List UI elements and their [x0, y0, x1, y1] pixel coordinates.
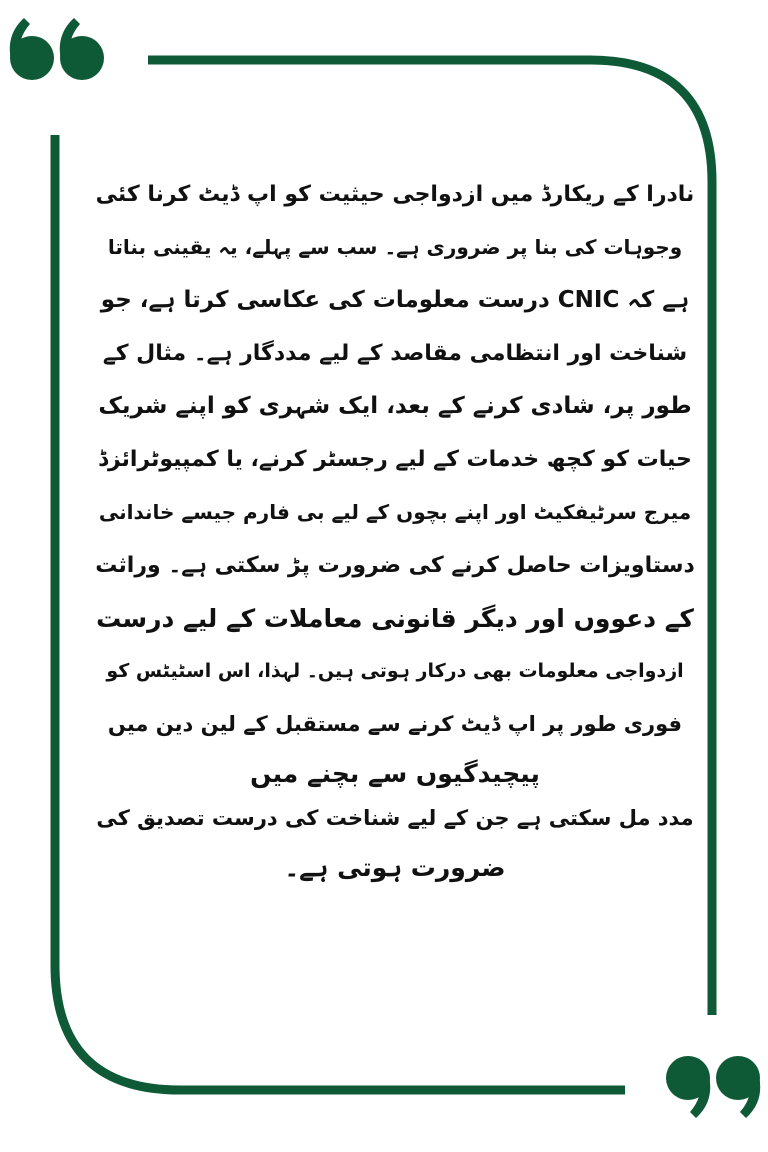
quote-line: کے دعووں اور دیگر قانونی معاملات کے لیے درست	[96, 604, 694, 633]
quote-line: میرج سرٹیفکیٹ اور اپنے بچوں کے لیے بی فارم جیسے خاندانی	[98, 500, 692, 524]
quote-line: شناخت اور انتظامی مقاصد کے لیے مددگار ہے۔ مثال کے	[102, 341, 688, 366]
quote-line: ہے کہ CNIC درست معلومات کی عکاسی کرتا ہے، جو	[100, 287, 690, 313]
quote-line: دستاویزات حاصل کرنے کی ضرورت پڑ سکتی ہے۔ وراثت	[95, 553, 695, 578]
quote-line: ازدواجی معلومات بھی درکار ہوتی ہیں۔ لہذا، اس اسٹیٹس کو	[106, 660, 684, 682]
close-quote-mark-icon	[666, 1056, 760, 1118]
quote-line: طور پر، شادی کرنے کے بعد، ایک شہری کو اپنے شریک	[98, 393, 692, 419]
quote-line: ضرورت ہوتی ہے۔	[284, 853, 506, 882]
open-quote-mark-icon	[10, 18, 104, 80]
quote-line: مدد مل سکتی ہے جن کے لیے شناخت کی درست تصدیق کی	[96, 806, 694, 830]
quote-line: پیچیدگیوں سے بچنے میں	[250, 759, 540, 788]
quote-line: نادرا کے ریکارڈ میں ازدواجی حیثیت کو اپ ڈیٹ کرنا کئی	[95, 182, 695, 207]
quote-line: وجوہات کی بنا پر ضروری ہے۔ سب سے پہلے، یہ یقینی بناتا	[107, 235, 683, 259]
quote-body	[95, 168, 695, 894]
quote-line: فوری طور پر اپ ڈیٹ کرنے سے مستقبل کے لین دین میں	[107, 712, 683, 736]
quote-line: حیات کو کچھ خدمات کے لیے رجسٹر کرنے، یا کمپیوٹرائزڈ	[98, 447, 692, 472]
